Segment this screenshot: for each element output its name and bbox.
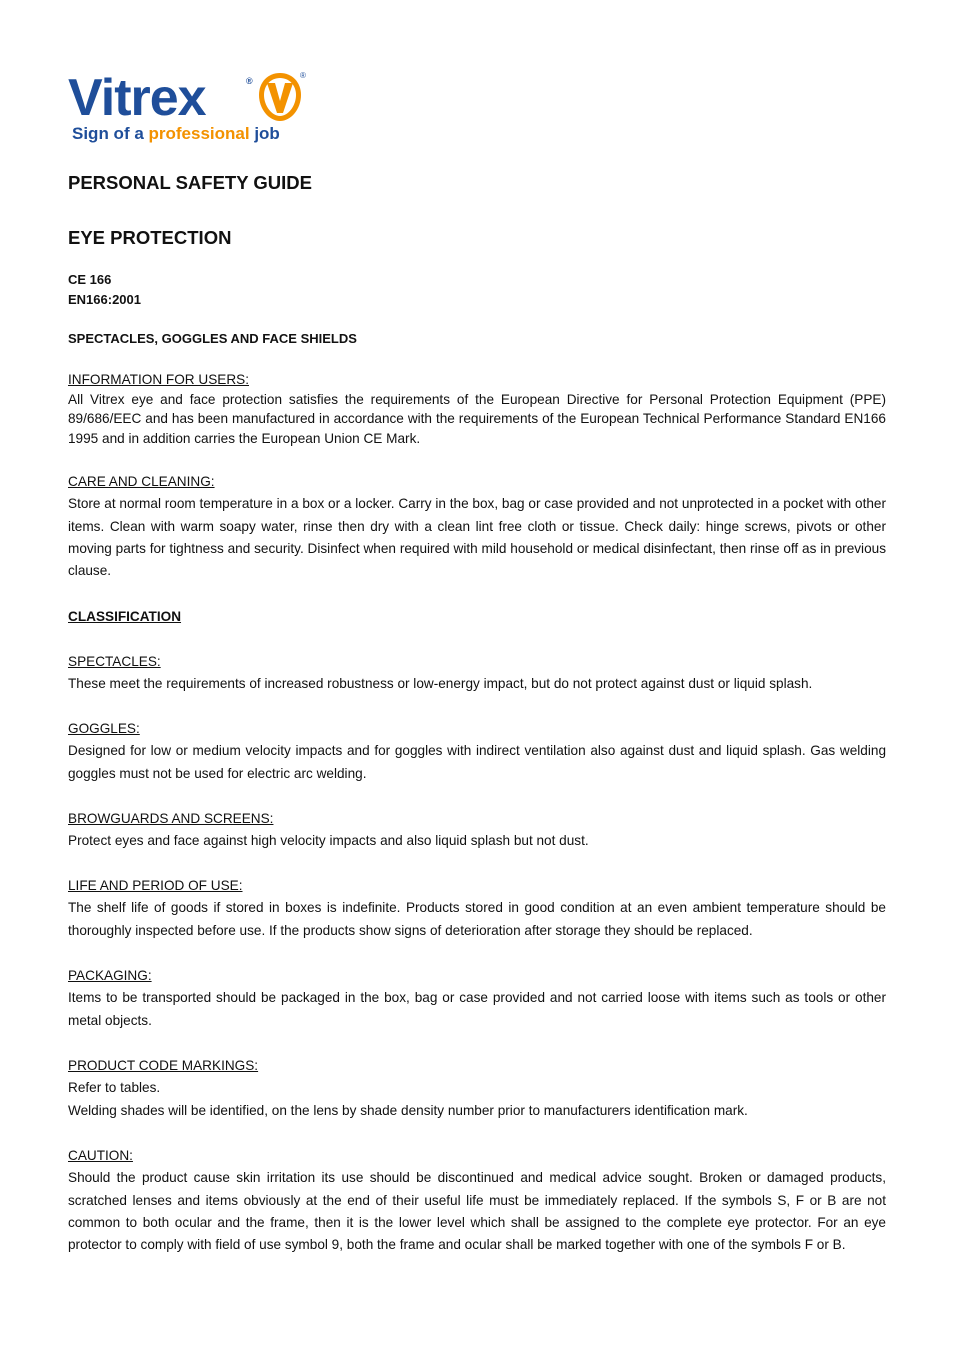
logo-tagline bbox=[72, 124, 280, 144]
code-ce: CE 166 bbox=[68, 272, 112, 287]
code-en: EN166:2001 bbox=[68, 292, 141, 307]
section-spectacles bbox=[68, 651, 886, 696]
section-heading: CARE AND CLEANING: bbox=[68, 474, 215, 489]
section-text-line-1: Refer to tables. bbox=[68, 1080, 161, 1096]
section-markings bbox=[68, 1055, 886, 1122]
section-heading: PACKAGING: bbox=[68, 968, 152, 983]
section-heading: BROWGUARDS AND SCREENS: bbox=[68, 811, 274, 826]
standard-codes bbox=[68, 270, 141, 310]
logo-v-badge-icon bbox=[256, 71, 304, 123]
page-title: PERSONAL SAFETY GUIDE bbox=[68, 172, 312, 193]
classification-heading: CLASSIFICATION bbox=[68, 609, 182, 624]
section-heading: CAUTION: bbox=[68, 1148, 133, 1163]
logo-registered-mark: ® bbox=[246, 76, 253, 86]
section-heading: LIFE AND PERIOD OF USE: bbox=[68, 878, 243, 893]
tagline-part-1: Sign of a bbox=[72, 124, 149, 143]
section-text: Protect eyes and face against high velocity impacts and also liquid splash but not dust. bbox=[68, 833, 589, 849]
section-text: All Vitrex eye and face protection satisfies the requirements of the European Directive for Personal Protection Equipment (PPE) 89/686/EEC and has been manufactured in accordance with the requirements of the European Technical Performance Standard EN166 1995 and in addition carries the European Union CE Mark. bbox=[68, 391, 886, 446]
logo-registered-mark-2: ® bbox=[300, 71, 306, 80]
section-text: The shelf life of goods if stored in boxes is indefinite. Products stored in good condition at an even ambient temperature should be thoroughly inspected before use. If the products show signs of deterioration after storage they should be replaced. bbox=[68, 900, 886, 938]
tagline-professional: professional bbox=[148, 124, 250, 143]
section-care bbox=[68, 471, 886, 582]
vitrex-logo bbox=[68, 68, 313, 148]
section-heading: SPECTACLES: bbox=[68, 654, 161, 669]
section-text: Store at normal room temperature in a box or a locker. Carry in the box, bag or case provided and not unprotected in a pocket with other items. Clean with warm soapy water, rinse then dry with a clean lint free cloth or tissue. Check daily: hinge screws, pivots or other moving parts for tightness and security. Disinfect when required with mild household or medical disinfectant, then rinse off as in previous clause. bbox=[68, 496, 886, 579]
section-info bbox=[68, 370, 886, 448]
tagline-part-3: job bbox=[249, 124, 280, 143]
product-types-heading: SPECTACLES, GOGGLES AND FACE SHIELDS bbox=[68, 331, 357, 346]
section-heading: PRODUCT CODE MARKINGS: bbox=[68, 1058, 259, 1073]
section-heading: INFORMATION FOR USERS: bbox=[68, 372, 249, 387]
section-life bbox=[68, 875, 886, 942]
section-text: Items to be transported should be packaged in the box, bag or case provided and not carried loose with items such as tools or other metal objects. bbox=[68, 990, 886, 1028]
section-packaging bbox=[68, 965, 886, 1032]
section-text-line-2: Welding shades will be identified, on the lens by shade density number prior to manufacturers identification mark. bbox=[68, 1102, 748, 1118]
section-text: Designed for low or medium velocity impacts and for goggles with indirect ventilation also against dust and liquid splash. Gas welding goggles must not be used for electric arc welding. bbox=[68, 743, 886, 781]
page-subtitle: EYE PROTECTION bbox=[68, 227, 232, 248]
section-text: Should the product cause skin irritation its use should be discontinued and medical advice sought. Broken or damaged products, scratched lenses and items obviously at the end of their useful life must be immediately replaced. If the symbols S, F or B are not common to both ocular and the frame, then it is the lower level which shall be assigned to the complete eye protector. For an eye protector to comply with field of use symbol 9, both the frame and ocular shall be marked together with one of the symbols F or B. bbox=[68, 1170, 886, 1253]
section-goggles bbox=[68, 718, 886, 785]
logo-wordmark: Vitrex bbox=[68, 69, 206, 127]
section-text: These meet the requirements of increased robustness or low-energy impact, but do not protect against dust or liquid splash. bbox=[68, 676, 813, 692]
section-browguards bbox=[68, 808, 886, 853]
section-caution bbox=[68, 1145, 886, 1256]
section-heading: GOGGLES: bbox=[68, 721, 140, 736]
